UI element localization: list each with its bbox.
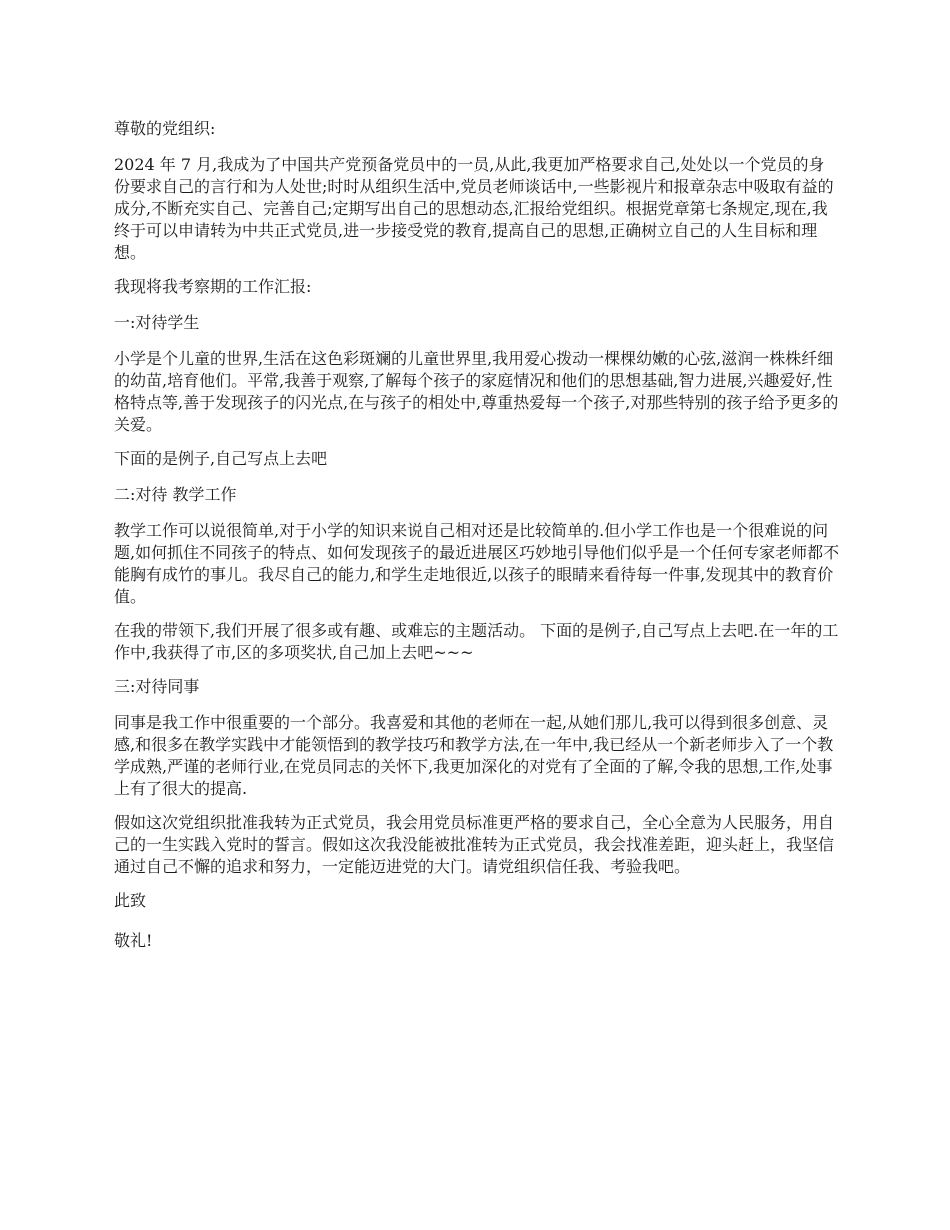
sign-off-jingli: 敬礼! <box>114 931 153 950</box>
sign-off-cizhi: 此致 <box>114 891 147 910</box>
section-body-students: 小学是个儿童的世界,生活在这色彩斑斓的儿童世界里,我用爱心拨动一棵棵幼嫩的心弦,滋润一株株纤细的幼苗,培育他们。平常,我善于观察,了解每个孩子的家庭情况和他们的思想基础,智力进展,兴趣爱好,性格特点等,善于发现孩子的闪光点,在与孩子的相处中,尊重热爱每一个孩子,对那些特别的孩子给予更多的关爱。 <box>114 349 839 434</box>
document-page <box>114 118 840 964</box>
section-title-students: 一:对待学生 <box>114 313 200 332</box>
section-title-colleagues: 三:对待同事 <box>114 677 200 696</box>
section-body-teaching: 教学工作可以说很简单,对于小学的知识来说自己相对还是比较简单的.但小学工作也是一个很难说的问题,如何抓住不同孩子的特点、如何发现孩子的最近进展区巧妙地引导他们似乎是一个任何专家老师都不能胸有成竹的事儿。我尽自己的能力,和学生走地很近,以孩子的眼睛来看待每一件事,发现其中的教育价值。 <box>114 521 840 606</box>
section-body-activities: 在我的带领下,我们开展了很多或有趣、或难忘的主题活动。 下面的是例子,自己写点上去吧.在一年的工作中,我获得了市,区的多项奖状,自己加上去吧~~~ <box>114 621 839 662</box>
section-body-colleagues: 同事是我工作中很重要的一个部分。我喜爱和其他的老师在一起,从她们那儿,我可以得到很多创意、灵感,和很多在教学实践中才能领悟到的教学技巧和教学方法,在一年中,我已经从一个新老师步入了一个教学成熟,严谨的老师行业,在党员同志的关怀下,我更加深化的对党有了全面的了解,令我的思想,工作,处事上有了很大的提高. <box>114 713 834 798</box>
greeting: 尊敬的党组织: <box>114 119 216 138</box>
closing-paragraph: 假如这次党组织批准我转为正式党员，我会用党员标准更严格的要求自己，全心全意为人民服务，用自己的一生实践入党时的誓言。假如这次我没能被批准转为正式党员，我会找准差距，迎头赶上，我坚信通过自己不懈的追求和努力，一定能迈进党的大门。请党组织信任我、考验我吧。 <box>114 813 835 876</box>
report-intro: 我现将我考察期的工作汇报: <box>114 277 312 296</box>
section-note-students: 下面的是例子,自己写点上去吧 <box>114 449 328 468</box>
section-title-teaching: 二:对待 教学工作 <box>114 485 237 504</box>
paragraph-intro-membership: 2024 年 7 月,我成为了中国共产党预备党员中的一员,从此,我更加严格要求自己,处处以一个党员的身份要求自己的言行和为人处世;时时从组织生活中,党员老师谈话中,一些影视片和报章杂志中吸取有益的成分,不断充实自己、完善自己;定期写出自己的思想动态,汇报给党组织。根据党章第七条规定,现在,我终于可以申请转为中共正式党员,进一步接受党的教育,提高自己的思想,正确树立自己的人生目标和理想。 <box>114 155 834 262</box>
